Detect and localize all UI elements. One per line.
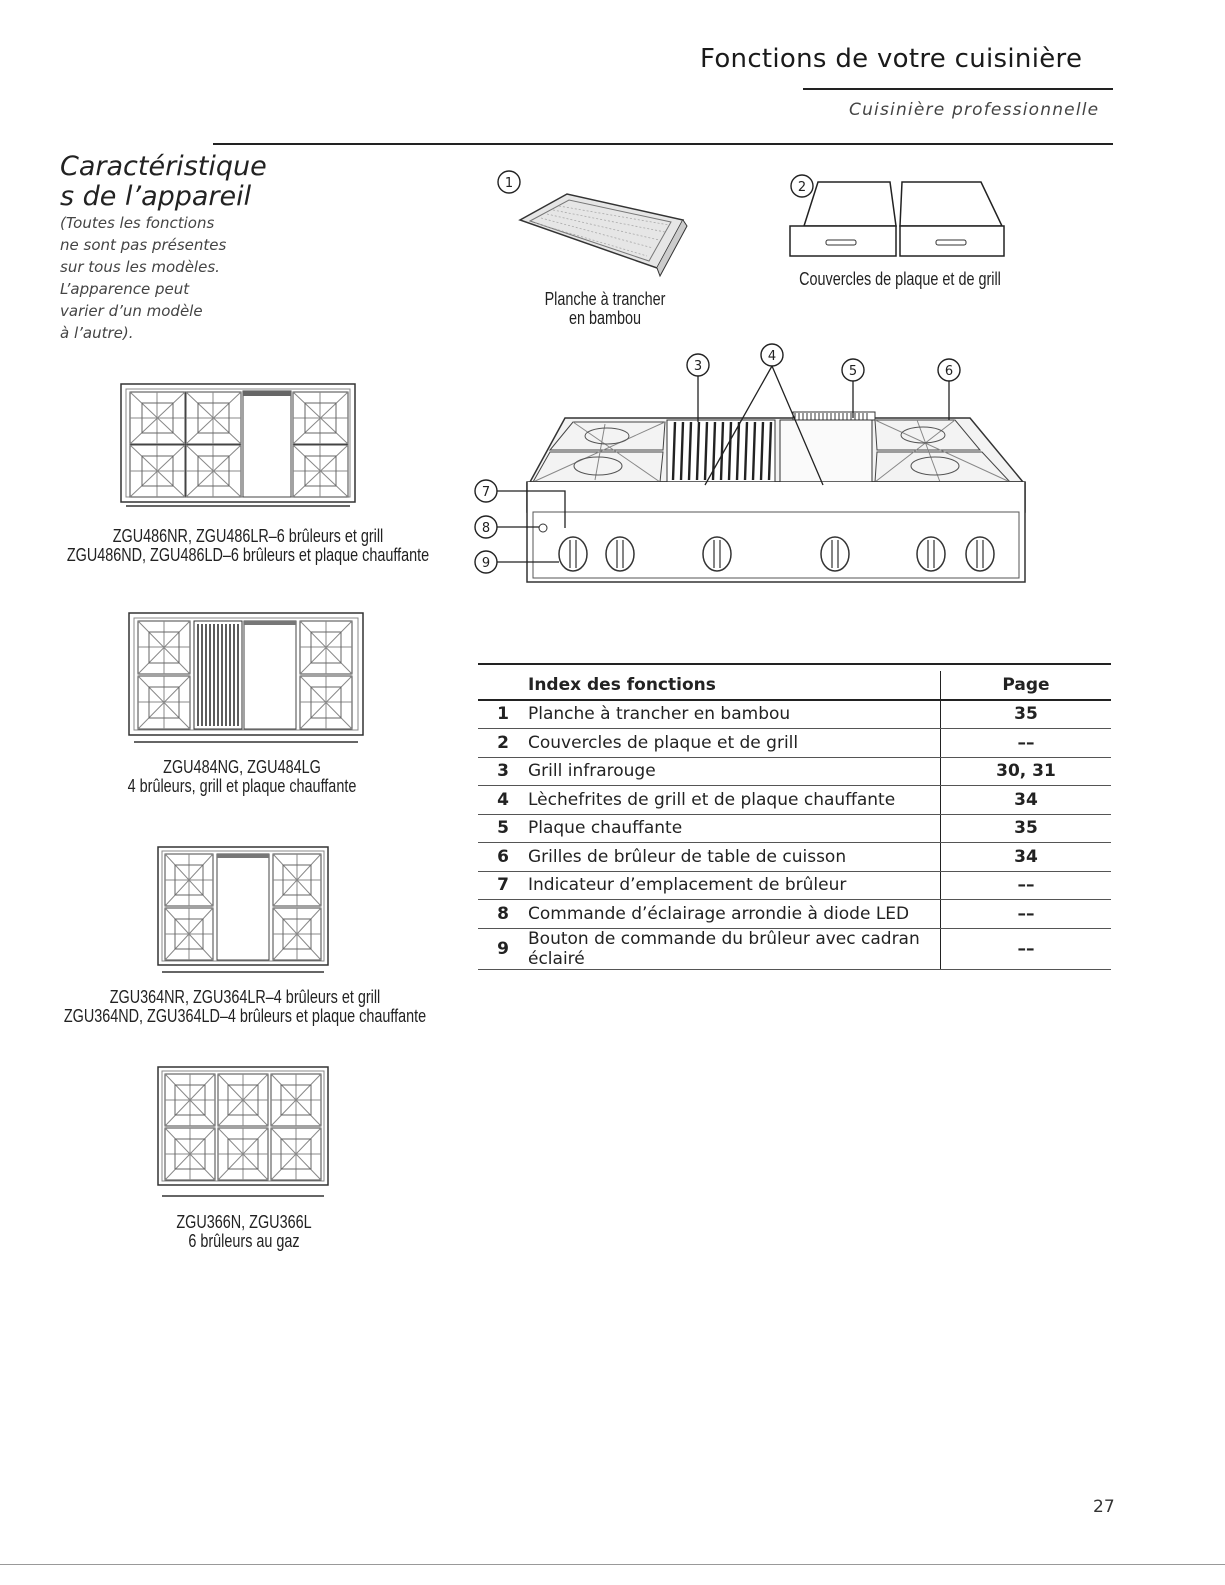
note-line: ne sont pas présentes	[60, 236, 227, 254]
model-caption-line: ZGU486NR, ZGU486LR–6 brûleurs et grill	[112, 526, 384, 546]
cooktop-diagram-48-4burner	[128, 612, 364, 748]
section-title-line1: Caractéristique	[60, 151, 267, 182]
model-caption-line: 6 brûleurs au gaz	[188, 1231, 300, 1251]
table-row	[478, 900, 1111, 929]
header-divider	[803, 88, 1113, 90]
callout-number: 4	[767, 349, 777, 364]
covers-caption: Couvercles de plaque et de grill	[799, 269, 1001, 289]
row-page: ––	[941, 729, 1112, 758]
cutting-board-illustration	[495, 168, 695, 288]
cooktop-diagram-48-6burner	[120, 383, 356, 511]
row-num: 9	[478, 928, 528, 969]
model-caption-line: 4 brûleurs, grill et plaque chauffante	[127, 776, 357, 796]
row-num: 3	[478, 757, 528, 786]
row-page: ––	[941, 871, 1112, 900]
note-line: varier d’un modèle	[60, 302, 203, 320]
note-line: (Toutes les fonctions	[60, 214, 215, 232]
griddle-grill-covers-illustration	[786, 168, 1011, 263]
row-page: 30, 31	[941, 757, 1112, 786]
row-num: 1	[478, 700, 528, 729]
model-caption-4	[49, 1213, 439, 1251]
section-divider	[213, 143, 1113, 145]
table-row	[478, 729, 1111, 758]
footer-divider	[0, 1564, 1225, 1565]
row-label: Plaque chauffante	[528, 814, 941, 843]
row-num: 4	[478, 786, 528, 815]
row-page: 34	[941, 786, 1112, 815]
row-num: 7	[478, 871, 528, 900]
callout-number: 3	[693, 359, 703, 374]
row-label: Indicateur d’emplacement de brûleur	[528, 871, 941, 900]
row-label: Grill infrarouge	[528, 757, 941, 786]
row-label: Bouton de commande du brûleur avec cadran éclairé	[528, 928, 941, 969]
row-page: ––	[941, 900, 1112, 929]
model-caption-line: ZGU364NR, ZGU364LR–4 brûleurs et grill	[109, 987, 381, 1007]
model-caption-1	[50, 527, 447, 565]
model-caption-3	[49, 988, 441, 1026]
callout-number: 9	[481, 556, 491, 571]
cooktop-diagram-36-4burner	[157, 846, 329, 978]
table-row	[478, 928, 1111, 969]
page-number: 27	[1093, 1497, 1115, 1517]
features-index-table	[478, 671, 1111, 970]
page-header-title: Fonctions de votre cuisinière	[700, 44, 1083, 74]
caption-line: Planche à trancher	[544, 289, 666, 309]
row-page: 34	[941, 843, 1112, 872]
table-header-row	[478, 671, 1111, 700]
row-num: 8	[478, 900, 528, 929]
section-title-line2: s de l’appareil	[60, 181, 252, 212]
table-row	[478, 757, 1111, 786]
row-page: 35	[941, 700, 1112, 729]
caption-line: en bambou	[568, 308, 642, 328]
note-line: L’apparence peut	[60, 280, 190, 298]
table-row	[478, 843, 1111, 872]
cooktop-diagram-36-6burner	[157, 1066, 329, 1200]
row-page: ––	[941, 928, 1112, 969]
header-label: Index des fonctions	[528, 671, 941, 700]
header-page: Page	[941, 671, 1112, 700]
row-label: Grilles de brûleur de table de cuisson	[528, 843, 941, 872]
model-caption-2	[48, 758, 435, 796]
row-num: 5	[478, 814, 528, 843]
row-page: 35	[941, 814, 1112, 843]
callout-number: 8	[481, 521, 491, 536]
cooktop-main-illustration	[455, 340, 1035, 590]
model-caption-line: ZGU486ND, ZGU486LD–6 brûleurs et plaque chauffante	[66, 545, 430, 565]
row-num: 6	[478, 843, 528, 872]
note-line: à l’autre).	[60, 324, 134, 342]
callout-number: 1	[504, 176, 514, 191]
table-row	[478, 871, 1111, 900]
section-note	[60, 212, 260, 344]
header-num	[478, 671, 528, 700]
table-row	[478, 786, 1111, 815]
note-line: sur tous les modèles.	[60, 258, 220, 276]
row-label: Commande d’éclairage arrondie à diode LED	[528, 900, 941, 929]
model-caption-line: ZGU364ND, ZGU364LD–4 brûleurs et plaque chauffante	[63, 1006, 427, 1026]
model-caption-line: ZGU484NG, ZGU484LG	[163, 757, 321, 777]
callout-number: 2	[797, 180, 807, 195]
callout-number: 7	[481, 485, 491, 500]
section-title	[60, 152, 267, 212]
row-label: Lèchefrites de grill et de plaque chauffante	[528, 786, 941, 815]
row-label: Planche à trancher en bambou	[528, 700, 941, 729]
index-table-top-rule	[478, 663, 1111, 665]
table-row	[478, 700, 1111, 729]
row-label: Couvercles de plaque et de grill	[528, 729, 941, 758]
cutting-board-caption	[497, 290, 713, 328]
row-num: 2	[478, 729, 528, 758]
page-header-subtitle: Cuisinière professionnelle	[849, 100, 1100, 120]
callout-number: 6	[944, 364, 954, 379]
callout-number: 5	[848, 364, 858, 379]
model-caption-line: ZGU366N, ZGU366L	[176, 1212, 312, 1232]
table-row	[478, 814, 1111, 843]
